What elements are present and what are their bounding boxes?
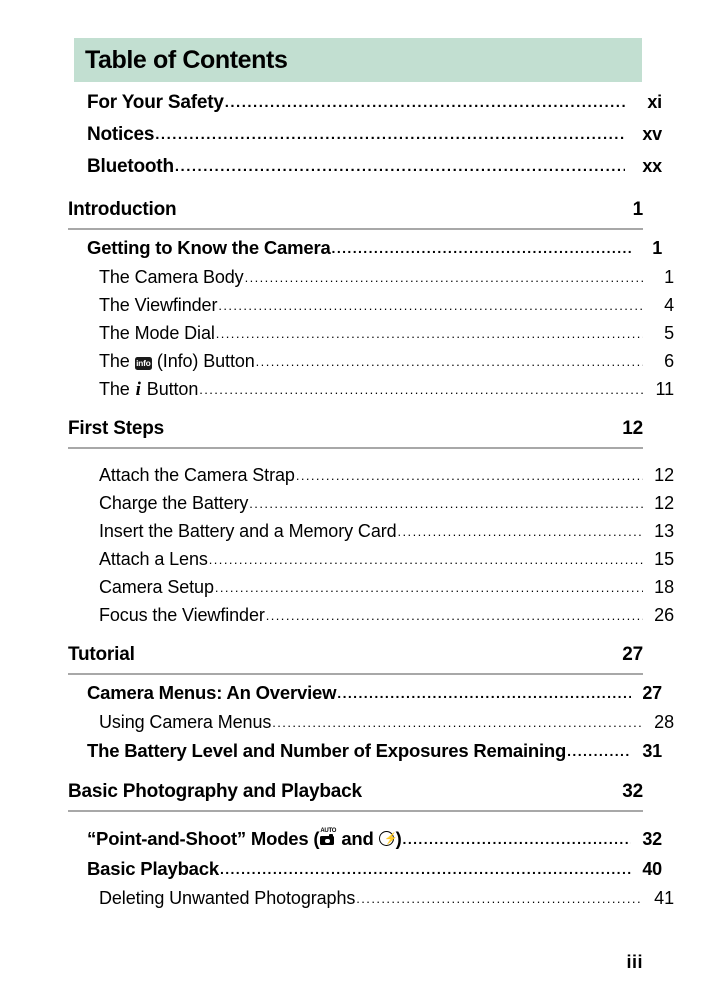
toc-entry-label: The Viewfinder	[99, 295, 218, 315]
toc-entry-label: Camera Setup	[99, 577, 214, 597]
toc-entry-camera-setup[interactable]	[68, 577, 674, 605]
toc-entry-page: 11	[655, 379, 674, 399]
toc-entry-label: Basic Playback	[87, 858, 219, 879]
dot-leader	[332, 236, 631, 258]
toc-entry-page: xi	[647, 92, 662, 112]
dot-leader	[175, 155, 625, 177]
page-title: Table of Contents	[85, 45, 288, 74]
toc-entry-label: Using Camera Menus	[99, 712, 272, 732]
toc-entry-label: Deleting Unwanted Photographs	[99, 888, 356, 908]
dot-leader	[266, 604, 643, 625]
toc-entry-page: 1	[664, 267, 674, 287]
toc-entry-label: For Your Safety	[87, 92, 224, 113]
toc-entry-label: Attach a Lens	[99, 549, 208, 569]
toc-entry-label: The Camera Body	[99, 267, 244, 287]
toc-entry-the-viewfinder[interactable]	[68, 295, 674, 323]
toc-entry-label	[99, 379, 198, 401]
chapter-title: Basic Photography and Playback	[68, 781, 362, 802]
dot-leader	[272, 711, 643, 732]
toc-entry-label-suffix: (Info) Button	[152, 351, 255, 371]
toc-entry-page: 32	[642, 829, 662, 849]
i-button-icon: i	[135, 379, 141, 400]
toc-entry-the-i-button[interactable]	[68, 379, 674, 407]
toc-entry-page: xx	[642, 156, 662, 176]
toc-content	[68, 92, 674, 916]
toc-entry-label: Notices	[87, 124, 155, 145]
dot-leader	[155, 123, 625, 145]
dot-leader	[216, 322, 643, 343]
toc-entry-getting-to-know-the-camera[interactable]	[68, 237, 662, 267]
toc-entry-bluetooth[interactable]	[68, 156, 662, 188]
toc-entry-the-info-button[interactable]	[68, 351, 674, 379]
toc-entry-label: Getting to Know the Camera	[87, 237, 331, 258]
dot-leader	[199, 378, 643, 399]
toc-entry-page: 18	[654, 577, 674, 597]
dot-leader	[337, 681, 631, 703]
toc-entry-label	[99, 351, 255, 372]
toc-entry-focus-the-viewfinder[interactable]	[68, 605, 674, 633]
chapter-divider	[68, 228, 643, 230]
toc-entry-camera-menus-an-overview[interactable]	[68, 682, 662, 712]
toc-entry-label: Attach the Camera Strap	[99, 465, 295, 485]
chapter-header-first-steps[interactable]	[68, 418, 643, 440]
toc-entry-the-battery-level-and-number-of-exposures-remaining[interactable]	[68, 740, 662, 770]
toc-header-band	[74, 38, 642, 82]
auto-label: AUTO	[320, 828, 337, 834]
toc-entry-label: Insert the Battery and a Memory Card	[99, 521, 397, 541]
page-folio: iii	[626, 952, 643, 972]
chapter-title: Introduction	[68, 199, 177, 220]
flash-bolt: ⚡	[384, 832, 398, 845]
dot-leader	[398, 520, 643, 541]
toc-entry-label: Charge the Battery	[99, 493, 249, 513]
camera-lens	[325, 839, 330, 844]
toc-entry-charge-the-battery[interactable]	[68, 493, 674, 521]
dot-leader	[403, 827, 631, 849]
toc-entry-attach-the-camera-strap[interactable]	[68, 465, 674, 493]
chapter-divider	[68, 447, 643, 449]
toc-entry-notices[interactable]	[68, 124, 662, 156]
chapter-divider	[68, 673, 643, 675]
toc-entry-label-prefix: “Point-and-Shoot” Modes (	[87, 828, 320, 849]
toc-entry-the-mode-dial[interactable]	[68, 323, 674, 351]
auto-mode-icon	[319, 829, 336, 848]
toc-entry-label: The Battery Level and Number of Exposures Remaining	[87, 740, 567, 761]
toc-entry-page: 41	[654, 888, 674, 908]
toc-entry-label-mid: and	[336, 828, 379, 849]
toc-entry-label-prefix: The	[99, 351, 135, 371]
toc-entry-attach-a-lens[interactable]	[68, 549, 674, 577]
toc-entry-deleting-unwanted-photographs[interactable]	[68, 888, 674, 916]
toc-entry-page: 6	[664, 351, 674, 371]
toc-entry-label-suffix: )	[395, 828, 402, 849]
toc-entry-page: 5	[664, 323, 674, 343]
auto-flash-off-mode-icon	[379, 831, 396, 848]
toc-entry-basic-playback[interactable]	[68, 858, 662, 888]
dot-leader	[225, 91, 625, 113]
toc-entry-label-prefix: The	[99, 379, 135, 399]
chapter-title: First Steps	[68, 418, 164, 439]
chapter-page: 27	[622, 644, 643, 665]
toc-entry-page: 13	[654, 521, 674, 541]
dot-leader	[256, 350, 643, 371]
dot-leader	[215, 576, 643, 597]
dot-leader	[245, 266, 643, 287]
dot-leader	[218, 294, 643, 315]
dot-leader	[567, 739, 631, 761]
toc-entry-page: 40	[642, 859, 662, 879]
chapter-header-tutorial[interactable]	[68, 644, 643, 666]
toc-entry-label: Camera Menus: An Overview	[87, 682, 337, 703]
toc-entry-page: 27	[642, 683, 662, 703]
toc-entry-page: 4	[664, 295, 674, 315]
toc-entry-label: The Mode Dial	[99, 323, 215, 343]
toc-entry-the-camera-body[interactable]	[68, 267, 674, 295]
chapter-header-introduction[interactable]	[68, 199, 643, 221]
toc-entry-page: 12	[654, 493, 674, 513]
toc-entry-label: Focus the Viewfinder	[99, 605, 265, 625]
info-button-icon: info	[136, 358, 151, 368]
toc-entry-using-camera-menus[interactable]	[68, 712, 674, 740]
chapter-page: 1	[632, 199, 643, 220]
chapter-divider	[68, 810, 643, 812]
toc-entry-point-and-shoot-modes[interactable]	[68, 828, 662, 858]
dot-leader	[249, 492, 643, 513]
toc-entry-page: xv	[642, 124, 662, 144]
dot-leader	[220, 857, 631, 879]
toc-entry-label	[87, 828, 402, 850]
toc-entry-page: 28	[654, 712, 674, 732]
chapter-page: 12	[622, 418, 643, 439]
toc-entry-label: Bluetooth	[87, 156, 174, 177]
toc-entry-page: 26	[654, 605, 674, 625]
chapter-title: Tutorial	[68, 644, 135, 665]
toc-entry-page: 1	[652, 238, 662, 258]
dot-leader	[356, 887, 643, 908]
toc-entry-page: 12	[654, 465, 674, 485]
toc-entry-for-your-safety[interactable]	[68, 92, 662, 124]
toc-entry-page: 31	[642, 741, 662, 761]
toc-entry-page: 15	[654, 549, 674, 569]
dot-leader	[209, 548, 643, 569]
chapter-header-basic-photography-and-playback[interactable]	[68, 781, 643, 803]
chapter-page: 32	[622, 781, 643, 802]
toc-entry-label-suffix: Button	[141, 379, 199, 399]
dot-leader	[296, 464, 643, 485]
toc-entry-insert-the-battery-and-a-memory-card[interactable]	[68, 521, 674, 549]
